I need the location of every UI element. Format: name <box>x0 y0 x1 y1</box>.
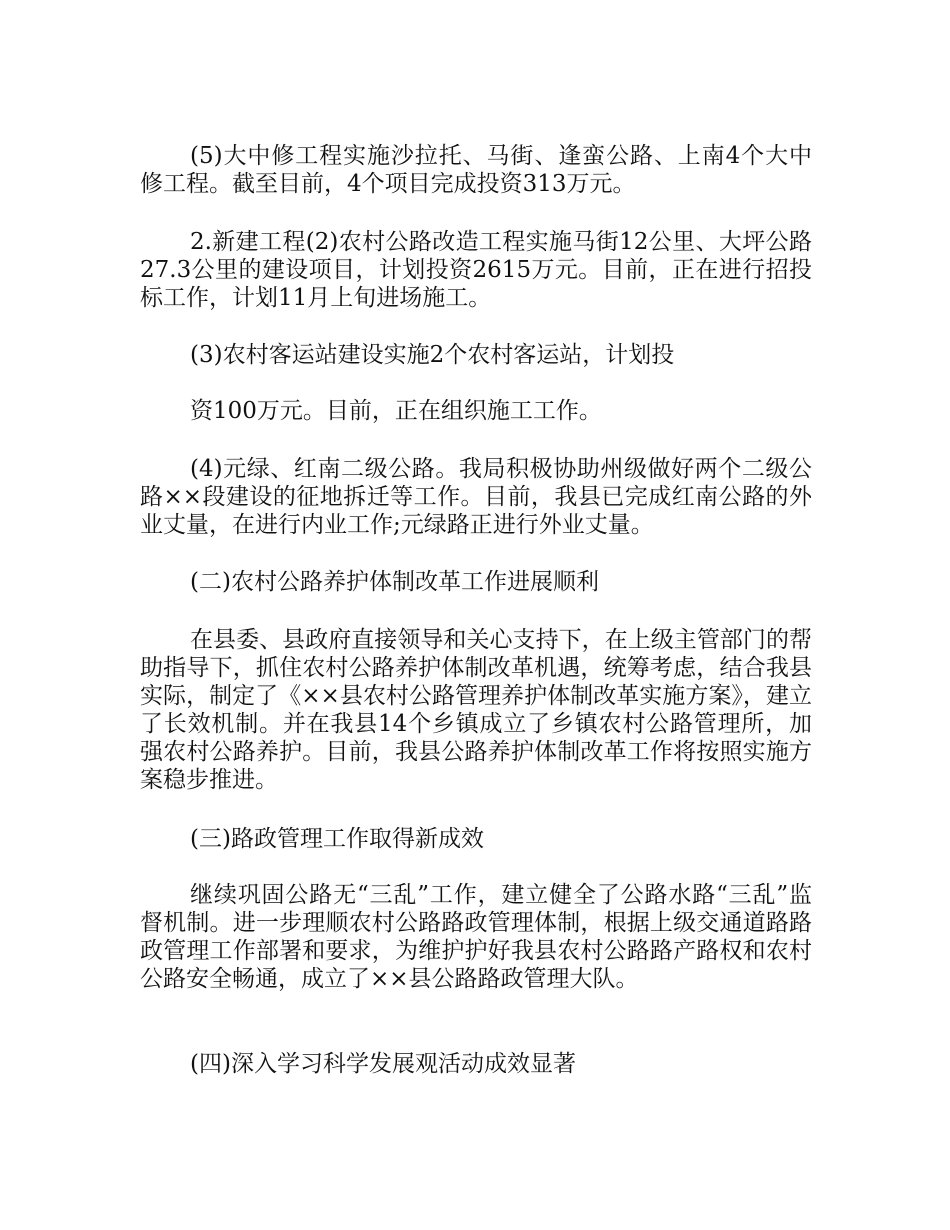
paragraph-new-construction: 2.新建工程(2)农村公路改造工程实施马街12公里、大坪公路27.3公里的建设项目，计划投资2615万元。目前，正在进行招投标工作，计划11月上旬进场施工。 <box>140 229 812 311</box>
heading-road-administration: (三)路政管理工作取得新成效 <box>190 826 484 852</box>
paragraph-road-administration: 继续巩固公路无“三乱”工作，建立健全了公路水路“三乱”监督机制。进一步理顺农村公路路政管理体制，根据上级交通道路路政管理工作部署和要求，为维护护好我县农村公路路产路权和农村公路安全畅通，成立了××县公路路政管理大队。 <box>140 882 812 992</box>
paragraph-passenger-station: (3)农村客运站建设实施2个农村客运站，计划投 <box>190 342 675 368</box>
heading-scientific-development: (四)深入学习科学发展观活动成效显著 <box>190 1051 576 1077</box>
paragraph-station-investment: 资100万元。目前，正在组织施工工作。 <box>190 398 602 424</box>
heading-maintenance-reform: (二)农村公路养护体制改革工作进展顺利 <box>190 569 599 595</box>
paragraph-maintenance-reform: 在县委、县政府直接领导和关心支持下，在上级主管部门的帮助指导下，抓住农村公路养护体制改革机遇，统筹考虑，结合我县实际，制定了《××县农村公路管理养护体制改革实施方案》，建立了长效机制。并在我县14个乡镇成立了乡镇农村公路管理所，加强农村公路养护。目前，我县公路养护体制改革工作将按照实施方案稳步推进。 <box>140 627 812 793</box>
paragraph-secondary-roads: (4)元绿、红南二级公路。我局积极协助州级做好两个二级公路××段建设的征地拆迁等工作。目前，我县已完成红南公路的外业丈量，在进行内业工作;元绿路正进行外业丈量。 <box>140 456 812 538</box>
paragraph-major-repair: (5)大中修工程实施沙拉托、马街、逢蛮公路、上南4个大中修工程。截至目前，4个项目完成投资313万元。 <box>140 143 812 197</box>
